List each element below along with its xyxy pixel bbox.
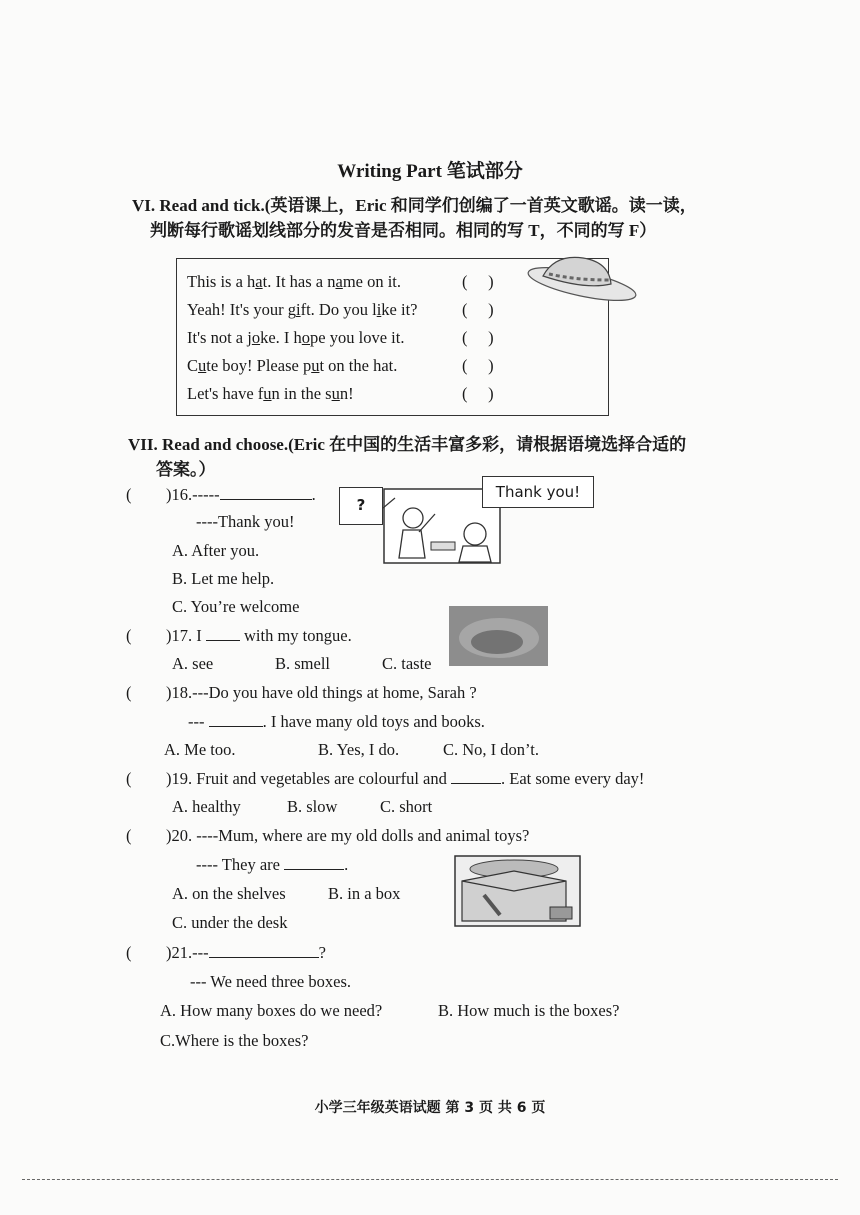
section-6-heading: VI. Read and tick.(英语课上，Eric 和同学们创编了一首英文歌谣。读一读， [132,196,697,215]
underlined-letter: a [335,272,343,291]
q19-option-c: C. short [380,797,433,816]
q16-option-c: C. You’re welcome [172,597,300,616]
page-title: Writing Part 笔试部分 [337,161,523,182]
rhyme-text: ke it? [381,300,418,319]
answer-paren[interactable]: ( ) [462,384,494,403]
underlined-letter: u [198,356,207,375]
underlined-letter: o [301,328,311,347]
answer-paren[interactable]: ( ) [462,272,494,291]
rhyme-text: C [187,356,199,375]
tongue-image [449,606,548,666]
q21-option-c: C.Where is the boxes? [160,1031,309,1050]
q19-option-b: B. slow [287,797,338,816]
rhyme-line [187,272,401,292]
underlined-letter: u [311,356,320,375]
rhyme-line [187,300,417,320]
answer-blank[interactable] [209,712,263,727]
rhyme-text: It's not a j [187,328,252,347]
answer-paren[interactable]: ( ) [462,356,494,375]
q21-option-b: B. How much is the boxes? [438,1001,620,1020]
cut-line [22,1179,838,1180]
rhyme-text: n in the s [271,384,332,403]
underlined-letter: i [296,300,301,319]
q20-option-a: A. on the shelves [172,884,286,903]
rhyme-text: pe you love it. [310,328,405,347]
section-6-instruction: 判断每行歌谣划线部分的发音是否相同。相同的写 T，不同的写 F） [150,221,657,240]
q20-reply: ---- They are . [196,855,349,874]
underlined-letter: u [331,384,340,403]
q17-option-c: C. taste [382,654,432,673]
answer-paren[interactable]: ( ) [462,328,494,347]
rhyme-text: me on it. [342,272,402,291]
question-16: )16.----- . [166,485,316,504]
answer-paren[interactable]: ( [126,943,132,962]
rhyme-text: Yeah! It's your g [187,300,296,319]
question-17: )17. I with my tongue. [166,626,352,645]
question-20: )20. ----Mum, where are my old dolls and animal toys? [166,826,530,845]
rhyme-text: n! [339,384,354,403]
rhyme-text: t on the hat. [319,356,398,375]
page-footer: 小学三年级英语试题 第 3 页 共 6 页 [314,1100,546,1116]
question-21: )21.--- ? [166,943,326,962]
rhyme-text: Let's have f [187,384,264,403]
answer-paren[interactable]: ( [126,769,132,788]
q19-option-a: A. healthy [172,797,241,816]
underlined-letter: u [263,384,272,403]
q21-option-a: A. How many boxes do we need? [160,1001,383,1020]
question-19: )19. Fruit and vegetables are colourful and . Eat some every day! [166,769,645,788]
answer-paren[interactable]: ( [126,626,132,645]
q20-option-b: B. in a box [328,884,401,903]
underlined-letter: a [255,272,263,291]
speech-bubble: Thank you! [482,476,594,508]
rhyme-text: t. It has a n [262,272,336,291]
answer-blank[interactable] [220,485,312,500]
rhyme-text: te boy! Please p [206,356,312,375]
q17-option-b: B. smell [275,654,331,673]
q18-option-a: A. Me too. [164,740,236,759]
underlined-letter: i [376,300,382,319]
q16-reply: ----Thank you! [196,512,295,531]
q18-option-b: B. Yes, I do. [318,740,400,759]
underlined-letter: o [251,328,261,347]
q17-option-a: A. see [172,654,214,673]
rhyme-text: This is a h [187,272,256,291]
rhyme-text: ke. I h [260,328,302,347]
answer-paren[interactable]: ( ) [462,300,494,319]
hat-image [525,250,640,306]
answer-paren[interactable]: ( [126,485,132,504]
question-bubble: ? [339,487,383,525]
question-18: )18.---Do you have old things at home, Sarah ? [166,683,477,702]
section-7-heading: VII. Read and choose.(Eric 在中国的生活丰富多彩，请根据语境选择合适的 [128,435,687,454]
toy-box-image [454,855,581,927]
q20-option-c: C. under the desk [172,913,288,932]
answer-paren[interactable]: ( [126,826,132,845]
rhyme-line [187,384,354,404]
q16-option-a: A. After you. [172,541,260,560]
answer-paren[interactable]: ( [126,683,132,702]
q18-reply: --- . I have many old toys and books. [188,712,485,731]
q16-option-b: B. Let me help. [172,569,275,588]
rhyme-text: ft. Do you l [300,300,377,319]
q18-option-c: C. No, I don’t. [443,740,539,759]
rhyme-line [187,356,397,376]
answer-blank[interactable] [284,855,344,870]
answer-blank[interactable] [209,943,319,958]
q21-reply: --- We need three boxes. [190,972,352,991]
section-7-instruction: 答案。） [156,460,216,479]
answer-blank[interactable] [206,626,240,641]
rhyme-line [187,328,404,348]
answer-blank[interactable] [451,769,501,784]
